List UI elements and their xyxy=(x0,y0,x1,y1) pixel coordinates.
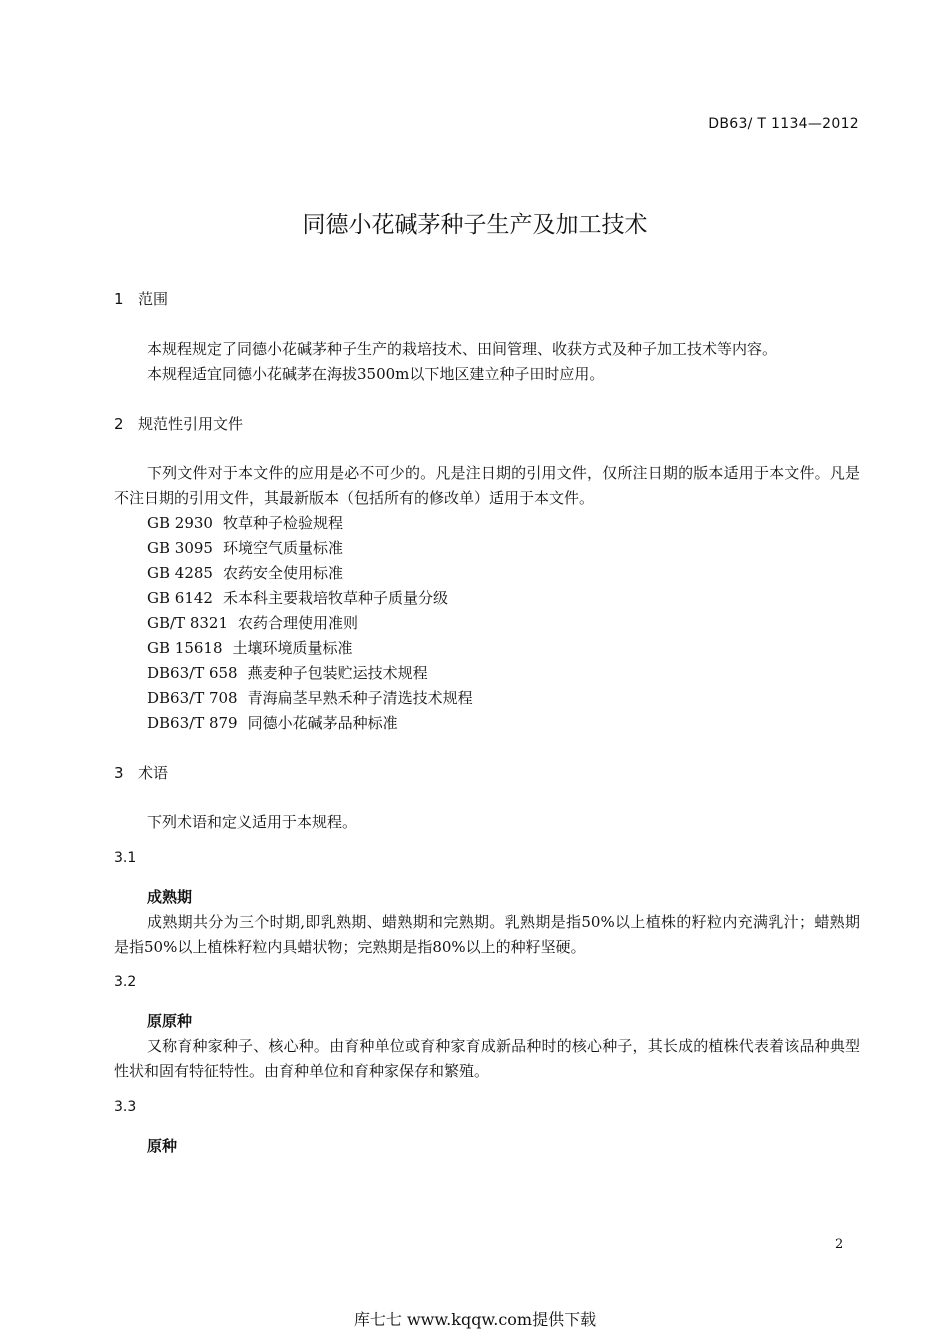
section-number: 2 xyxy=(114,415,124,433)
term-name: 成熟期 xyxy=(147,888,193,906)
reference-title: 农药安全使用标准 xyxy=(222,564,343,582)
page-number: 2 xyxy=(835,1237,844,1252)
section-title: 范围 xyxy=(138,290,169,308)
term-name: 原原种 xyxy=(147,1012,193,1030)
section-1-paragraph-1: 本规程规定了同德小花碱茅种子生产的栽培技术、田间管理、收获方式及种子加工技术等内容。 xyxy=(147,340,778,358)
reference-item xyxy=(147,537,343,558)
reference-item xyxy=(147,587,448,608)
term-number: 3.3 xyxy=(114,1099,137,1115)
section-3-intro: 下列术语和定义适用于本规程。 xyxy=(147,813,358,831)
reference-code: DB63/T 658 xyxy=(147,664,238,682)
section-1-heading xyxy=(114,288,168,309)
section-title: 规范性引用文件 xyxy=(138,415,244,433)
reference-item xyxy=(147,662,428,683)
standard-code: DB63/ T 1134—2012 xyxy=(708,116,859,132)
section-title: 术语 xyxy=(138,764,169,782)
reference-code: GB 2930 xyxy=(147,514,213,532)
reference-title: 青海扁茎早熟禾种子清选技术规程 xyxy=(247,689,473,707)
reference-code: GB 3095 xyxy=(147,539,213,557)
reference-item xyxy=(147,687,473,708)
reference-code: DB63/T 879 xyxy=(147,714,238,732)
reference-code: DB63/T 708 xyxy=(147,689,238,707)
reference-item xyxy=(147,712,398,733)
reference-title: 土壤环境质量标准 xyxy=(232,639,353,657)
reference-title: 牧草种子检验规程 xyxy=(222,514,343,532)
reference-code: GB 15618 xyxy=(147,639,223,657)
reference-code: GB 4285 xyxy=(147,564,213,582)
term-definition: 又称育种家种子、核心种。由育种单位或育种家育成新品种时的核心种子，其长成的植株代表着该品种典型性状和固有特征特性。由育种单位和育种家保存和繁殖。 xyxy=(114,1037,860,1080)
reference-title: 环境空气质量标准 xyxy=(222,539,343,557)
term-name: 原种 xyxy=(147,1137,178,1155)
section-1-paragraph-2: 本规程适宜同德小花碱茅在海拔3500m以下地区建立种子田时应用。 xyxy=(147,365,605,383)
section-2-heading xyxy=(114,413,243,434)
reference-item xyxy=(147,612,358,633)
reference-title: 禾本科主要栽培牧草种子质量分级 xyxy=(222,589,448,607)
document-title: 同德小花碱茅种子生产及加工技术 xyxy=(302,212,648,238)
footer-credit: 库七七 www.kqqw.com提供下载 xyxy=(353,1310,597,1329)
section-number: 3 xyxy=(114,764,124,782)
term-definition: 成熟期共分为三个时期,即乳熟期、蜡熟期和完熟期。乳熟期是指50%以上植株的籽粒内充满乳汁；蜡熟期是指50%以上植株籽粒内具蜡状物；完熟期是指80%以上的种籽坚硬。 xyxy=(114,913,860,956)
reference-item xyxy=(147,512,343,533)
term-number: 3.1 xyxy=(114,850,137,866)
reference-title: 同德小花碱茅品种标准 xyxy=(247,714,398,732)
reference-title: 燕麦种子包装贮运技术规程 xyxy=(247,664,428,682)
section-2-intro: 下列文件对于本文件的应用是必不可少的。凡是注日期的引用文件，仅所注日期的版本适用于本文件。凡是不注日期的引用文件，其最新版本（包括所有的修改单）适用于本文件。 xyxy=(114,464,860,507)
reference-item xyxy=(147,562,343,583)
term-number: 3.2 xyxy=(114,974,137,990)
section-3-heading xyxy=(114,762,168,783)
reference-code: GB 6142 xyxy=(147,589,213,607)
reference-code: GB/T 8321 xyxy=(147,614,229,632)
section-number: 1 xyxy=(114,290,124,308)
reference-title: 农药合理使用准则 xyxy=(238,614,359,632)
reference-item xyxy=(147,637,353,658)
